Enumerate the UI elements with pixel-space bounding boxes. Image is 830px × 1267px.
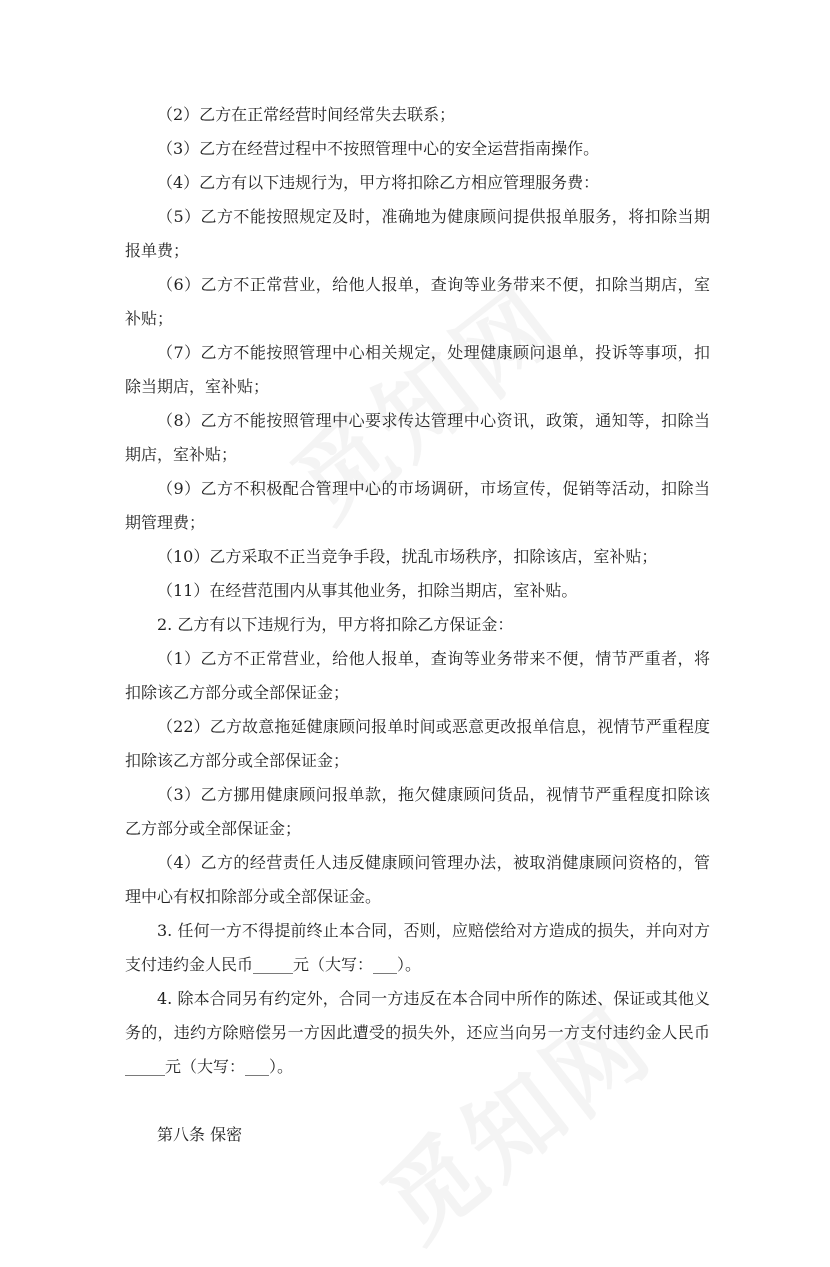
- clause-paragraph: 3. 任何一方不得提前终止本合同，否则，应赔偿给对方造成的损失，并向对方支付违约金人民币_____元（大写：___）。: [125, 921, 710, 974]
- clause-paragraph: （10）乙方采取不正当竞争手段，扰乱市场秩序，扣除该店，室补贴；: [157, 547, 658, 566]
- clause-paragraph: （3）乙方挪用健康顾问报单款，拖欠健康顾问货品，视情节严重程度扣除该乙方部分或全部保证金；: [125, 785, 710, 838]
- clause-paragraph: （3）乙方在经营过程中不按照管理中心的安全运营指南操作。: [157, 139, 600, 158]
- section-heading: 第八条 保密: [157, 1125, 243, 1144]
- clause-paragraph: （5）乙方不能按照规定及时，准确地为健康顾问提供报单服务，将扣除当期报单费；: [125, 207, 710, 260]
- clause-paragraph: （9）乙方不积极配合管理中心的市场调研，市场宣传，促销等活动，扣除当期管理费；: [125, 479, 710, 532]
- clause-paragraph: （6）乙方不正常营业，给他人报单，查询等业务带来不便，扣除当期店，室补贴；: [125, 275, 710, 328]
- clause-paragraph: （1）乙方不正常营业，给他人报单，查询等业务带来不便，情节严重者，将扣除该乙方部分或全部保证金；: [125, 649, 710, 702]
- clause-paragraph: （8）乙方不能按照管理中心要求传达管理中心资讯，政策，通知等，扣除当期店，室补贴；: [125, 411, 710, 464]
- clause-paragraph: （4）乙方有以下违规行为，甲方将扣除乙方相应管理服务费：: [157, 173, 600, 192]
- clause-paragraph: （11）在经营范围内从事其他业务，扣除当期店，室补贴。: [157, 581, 578, 600]
- clause-paragraph: （22）乙方故意拖延健康顾问报单时间或恶意更改报单信息，视情节严重程度扣除该乙方部分或全部保证金；: [125, 717, 710, 770]
- clause-paragraph: （4）乙方的经营责任人违反健康顾问管理办法，被取消健康顾问资格的，管理中心有权扣除部分或全部保证金。: [125, 853, 710, 906]
- clause-paragraph: 4. 除本合同另有约定外，合同一方违反在本合同中所作的陈述、保证或其他义务的，违约方除赔偿另一方因此遭受的损失外，还应当向另一方支付违约金人民币_____元（大写：___）。: [125, 989, 710, 1076]
- clause-paragraph: （2）乙方在正常经营时间经常失去联系；: [157, 105, 456, 124]
- clause-paragraph: （7）乙方不能按照管理中心相关规定，处理健康顾问退单，投诉等事项，扣除当期店，室补贴；: [125, 343, 710, 396]
- document-body: [125, 98, 710, 1152]
- clause-paragraph: 2. 乙方有以下违规行为，甲方将扣除乙方保证金：: [157, 615, 514, 634]
